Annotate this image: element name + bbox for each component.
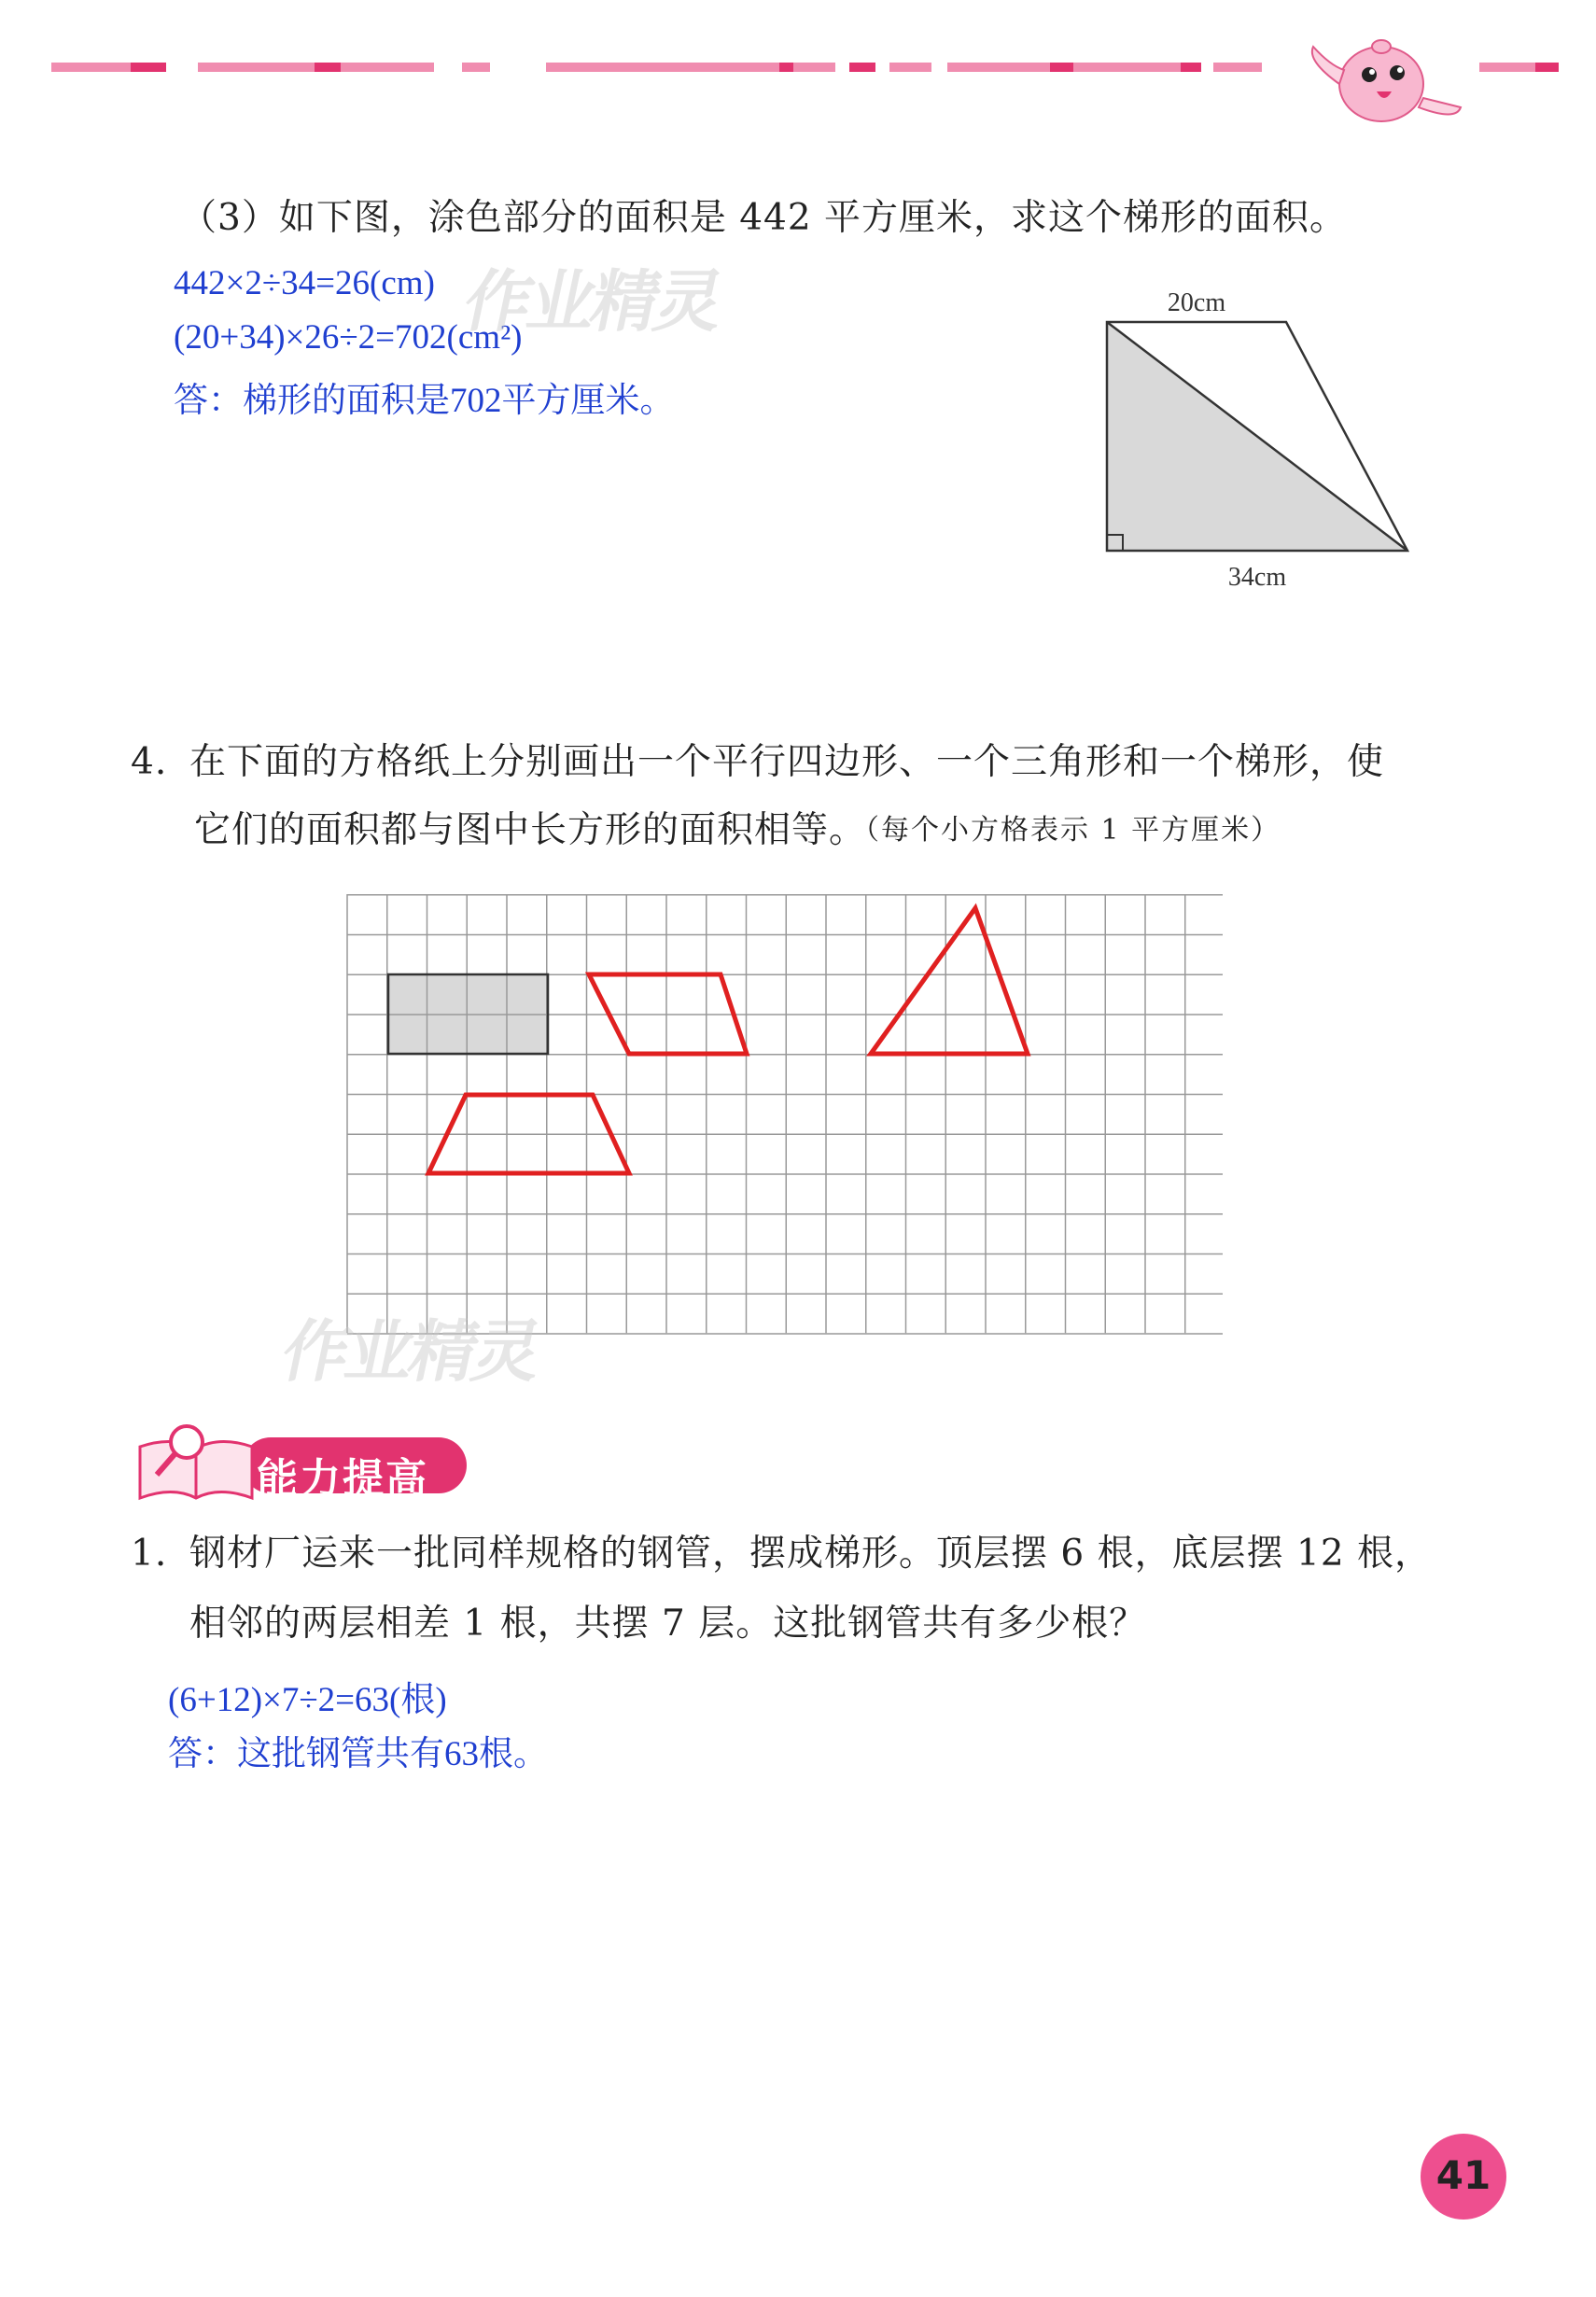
page-number: 41 [1435, 2152, 1491, 2198]
trapezoid-figure [1083, 280, 1428, 597]
ability-q1-answer-line2: 答：这批钢管共有63根。 [168, 1735, 548, 1773]
trap-bottom-label: 34cm [1227, 563, 1287, 592]
q4-line1: 在下面的方格纸上分别画出一个平行四边形、一个三角形和一个梯形，使 [189, 741, 1385, 783]
ability-q1-answer-line1: (6+12)×7÷2=63(根) [168, 1681, 447, 1719]
watermark-top: 作业精灵 [456, 262, 728, 341]
magnifier-icon [171, 1426, 203, 1458]
ability-q1-number: 1. [131, 1533, 168, 1575]
q4-note: （每个小方格表示 1 平方厘米） [851, 814, 1281, 847]
red-triangle [871, 908, 1028, 1054]
q3-answer-line1: 442×2÷34=26(cm) [174, 264, 435, 302]
q3-answer-line3: 答：梯形的面积是702平方厘米。 [174, 382, 675, 420]
watermark-bottom: 作业精灵 [274, 1312, 546, 1391]
q4-number: 4. [131, 741, 168, 783]
q3-answer-line2: (20+34)×26÷2=702(cm²) [174, 318, 523, 357]
section-title: 能力提高 [257, 1455, 428, 1503]
bird-mascot-icon [1302, 19, 1465, 140]
ability-q1-line1: 钢材厂运来一批同样规格的钢管，摆成梯形。顶层摆 6 根，底层摆 12 根， [189, 1533, 1433, 1575]
ability-q1-line2: 相邻的两层相差 1 根，共摆 7 层。这批钢管共有多少根？ [189, 1603, 1147, 1645]
q4-line2: 它们的面积都与图中长方形的面积相等。 [194, 809, 867, 851]
grid-paper [343, 894, 1223, 1335]
trap-top-label: 20cm [1167, 288, 1226, 317]
q3-text: （3）如下图，涂色部分的面积是 442 平方厘米，求这个梯形的面积。 [180, 197, 1348, 239]
